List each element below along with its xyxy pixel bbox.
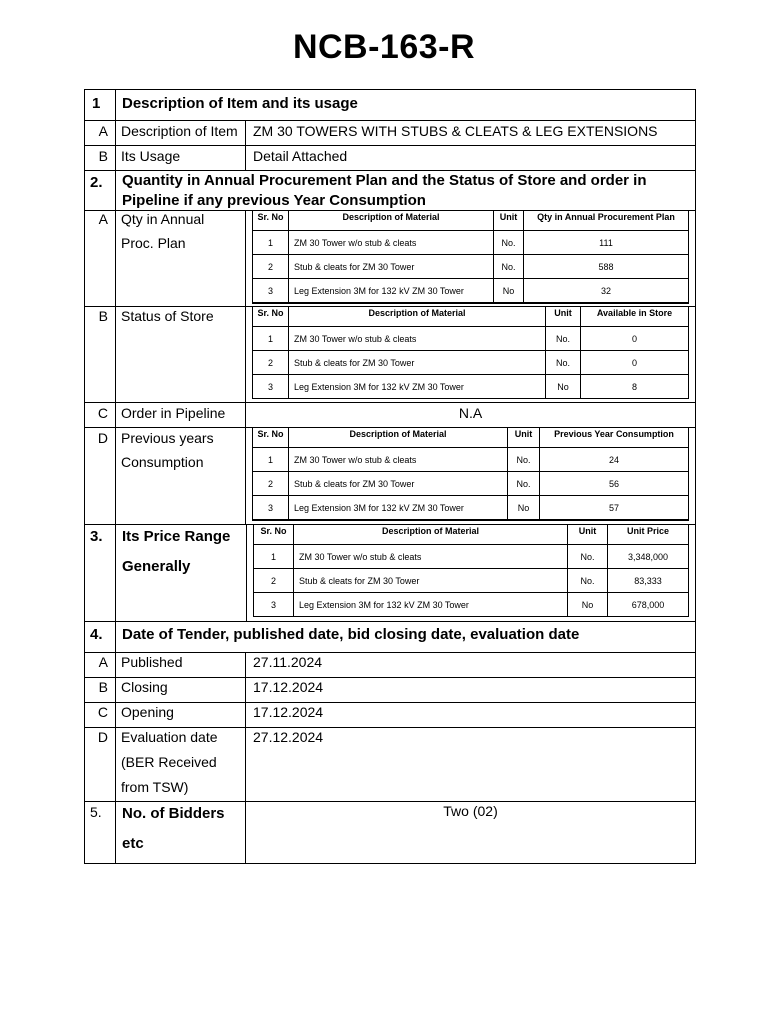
- cell-unit: No.: [568, 545, 608, 569]
- row-label: Description of Item: [121, 123, 238, 139]
- row-value: 27.12.2024: [253, 729, 324, 745]
- row-qty-annual-plan: [84, 211, 696, 307]
- table-row: [253, 327, 689, 351]
- section-3-price-range: [84, 525, 696, 622]
- row-letter: B: [98, 679, 108, 695]
- row-evaluation-date: [84, 728, 696, 802]
- cell-desc: ZM 30 Tower w/o stub & cleats: [289, 231, 494, 255]
- col-header: Description of Material: [289, 211, 494, 231]
- cell-desc: Leg Extension 3M for 132 kV ZM 30 Tower: [289, 279, 494, 304]
- col-header: Description of Material: [289, 428, 508, 448]
- cell-desc: Stub & cleats for ZM 30 Tower: [289, 351, 546, 375]
- col-header: Qty in Annual Procurement Plan: [524, 211, 689, 231]
- col-header: Available in Store: [581, 307, 689, 327]
- cell-qty: 588: [524, 255, 689, 279]
- col-header: Sr. No: [254, 525, 294, 545]
- table-row: [254, 569, 689, 593]
- section-number: 3.: [90, 528, 103, 545]
- row-label-line3: from TSW): [121, 779, 189, 795]
- row-description-of-item: [84, 121, 696, 146]
- section-5-bidders: [84, 802, 696, 864]
- cell-unit: No.: [546, 327, 581, 351]
- row-label-line1: Previous years: [121, 430, 214, 446]
- row-letter: A: [98, 123, 108, 139]
- cell-unit: No.: [508, 472, 540, 496]
- row-previous-consumption: [84, 428, 696, 525]
- cell-sr: 2: [253, 472, 289, 496]
- column-divider: [246, 525, 247, 621]
- row-its-usage: [84, 146, 696, 171]
- row-value: 17.12.2024: [253, 704, 324, 720]
- cell-sr: 1: [254, 545, 294, 569]
- col-header: Unit: [568, 525, 608, 545]
- cell-price: 83,333: [608, 569, 689, 593]
- cell-sr: 1: [253, 231, 289, 255]
- row-letter: B: [98, 148, 108, 164]
- section-1-heading-row: [84, 89, 696, 121]
- col-header: Unit: [508, 428, 540, 448]
- section-label-line2: Generally: [122, 558, 191, 575]
- cell-desc: Leg Extension 3M for 132 kV ZM 30 Tower: [289, 496, 508, 521]
- row-published: [84, 653, 696, 678]
- cell-desc: Stub & cleats for ZM 30 Tower: [289, 255, 494, 279]
- row-letter: B: [98, 308, 108, 324]
- row-letter: A: [98, 211, 108, 227]
- cell-desc: Stub & cleats for ZM 30 Tower: [294, 569, 568, 593]
- cell-unit: No.: [494, 231, 524, 255]
- cell-desc: ZM 30 Tower w/o stub & cleats: [289, 327, 546, 351]
- cell-sr: 3: [253, 496, 289, 521]
- cell-sr: 3: [253, 279, 289, 304]
- section-number: 1: [92, 95, 101, 112]
- cell-unit: No: [546, 375, 581, 399]
- table-row: [253, 496, 689, 521]
- row-value: 17.12.2024: [253, 679, 324, 695]
- cell-desc: Stub & cleats for ZM 30 Tower: [289, 472, 508, 496]
- row-label-line2: Proc. Plan: [121, 235, 186, 251]
- row-value: ZM 30 TOWERS WITH STUBS & CLEATS & LEG EXTENSIONS: [253, 123, 658, 139]
- row-value: N.A: [458, 405, 483, 421]
- annual-plan-table: [252, 210, 689, 304]
- cell-qty: 56: [540, 472, 689, 496]
- cell-price: 678,000: [608, 593, 689, 617]
- row-label: Its Usage: [121, 148, 181, 164]
- row-label-line2: Consumption: [121, 454, 204, 470]
- cell-unit: No.: [508, 448, 540, 472]
- table-row: [253, 351, 689, 375]
- section-label-line1: Its Price Range: [122, 528, 231, 545]
- cell-qty: 111: [524, 231, 689, 255]
- section-number: 2.: [90, 174, 103, 191]
- cell-sr: 3: [253, 375, 289, 399]
- section-heading: Date of Tender, published date, bid closing date, evaluation date: [122, 626, 580, 643]
- section-label-line1: No. of Bidders: [122, 805, 225, 822]
- row-letter: D: [97, 729, 108, 745]
- cell-desc: ZM 30 Tower w/o stub & cleats: [294, 545, 568, 569]
- cell-qty: 0: [581, 351, 689, 375]
- col-header: Sr. No: [253, 307, 289, 327]
- row-closing: [84, 678, 696, 703]
- col-header: Sr. No: [253, 428, 289, 448]
- row-label: Closing: [121, 679, 168, 695]
- col-header: Unit Price: [608, 525, 689, 545]
- store-status-table: [252, 306, 689, 399]
- section-number: 5.: [90, 804, 102, 820]
- cell-qty: 57: [540, 496, 689, 521]
- consumption-table: [252, 427, 689, 521]
- document-title: NCB-163-R: [292, 28, 476, 66]
- row-label: Order in Pipeline: [121, 405, 226, 421]
- cell-unit: No.: [494, 255, 524, 279]
- col-header: Sr. No: [253, 211, 289, 231]
- cell-desc: ZM 30 Tower w/o stub & cleats: [289, 448, 508, 472]
- cell-unit: No: [494, 279, 524, 304]
- section-2-heading-row: [84, 171, 696, 211]
- cell-unit: No: [568, 593, 608, 617]
- cell-unit: No.: [568, 569, 608, 593]
- cell-sr: 2: [253, 255, 289, 279]
- row-letter: C: [97, 704, 108, 720]
- row-value: 27.11.2024: [253, 654, 323, 670]
- row-label-line2: (BER Received: [121, 754, 217, 770]
- row-letter: D: [97, 430, 108, 446]
- cell-sr: 3: [254, 593, 294, 617]
- section-heading-line2: Pipeline if any previous Year Consumption: [122, 192, 426, 209]
- cell-unit: No.: [546, 351, 581, 375]
- col-header: Unit: [494, 211, 524, 231]
- table-row: [253, 231, 689, 255]
- section-heading-line1: Quantity in Annual Procurement Plan and the Status of Store and order in: [122, 172, 647, 189]
- row-label: Status of Store: [121, 308, 214, 324]
- cell-desc: Leg Extension 3M for 132 kV ZM 30 Tower: [294, 593, 568, 617]
- table-row: [253, 279, 689, 304]
- section-4-heading-row: [84, 622, 696, 653]
- cell-qty: 0: [581, 327, 689, 351]
- row-label-line1: Evaluation date: [121, 729, 218, 745]
- cell-sr: 1: [253, 327, 289, 351]
- table-row: [254, 545, 689, 569]
- cell-sr: 2: [253, 351, 289, 375]
- price-range-table: [253, 524, 689, 617]
- cell-qty: 32: [524, 279, 689, 304]
- cell-sr: 1: [253, 448, 289, 472]
- cell-price: 3,348,000: [608, 545, 689, 569]
- col-header: Unit: [546, 307, 581, 327]
- table-row: [253, 255, 689, 279]
- row-value: Detail Attached: [253, 148, 348, 164]
- section-number: 4.: [90, 626, 103, 643]
- cell-unit: No: [508, 496, 540, 521]
- row-letter: A: [98, 654, 108, 670]
- col-header: Description of Material: [289, 307, 546, 327]
- row-label: Opening: [121, 704, 174, 720]
- row-letter: C: [97, 405, 108, 421]
- cell-qty: 8: [581, 375, 689, 399]
- table-row: [254, 593, 689, 617]
- row-label-line1: Qty in Annual: [121, 211, 205, 227]
- table-row: [253, 448, 689, 472]
- section-heading: Description of Item and its usage: [122, 95, 358, 112]
- section-label-line2: etc: [122, 835, 144, 852]
- row-value: Two (02): [443, 803, 498, 819]
- row-order-in-pipeline: [84, 403, 696, 428]
- cell-sr: 2: [254, 569, 294, 593]
- cell-qty: 24: [540, 448, 689, 472]
- table-row: [253, 375, 689, 399]
- row-status-of-store: [84, 307, 696, 403]
- col-header: Description of Material: [294, 525, 568, 545]
- row-label: Published: [121, 654, 183, 670]
- table-row: [253, 472, 689, 496]
- cell-desc: Leg Extension 3M for 132 kV ZM 30 Tower: [289, 375, 546, 399]
- col-header: Previous Year Consumption: [540, 428, 689, 448]
